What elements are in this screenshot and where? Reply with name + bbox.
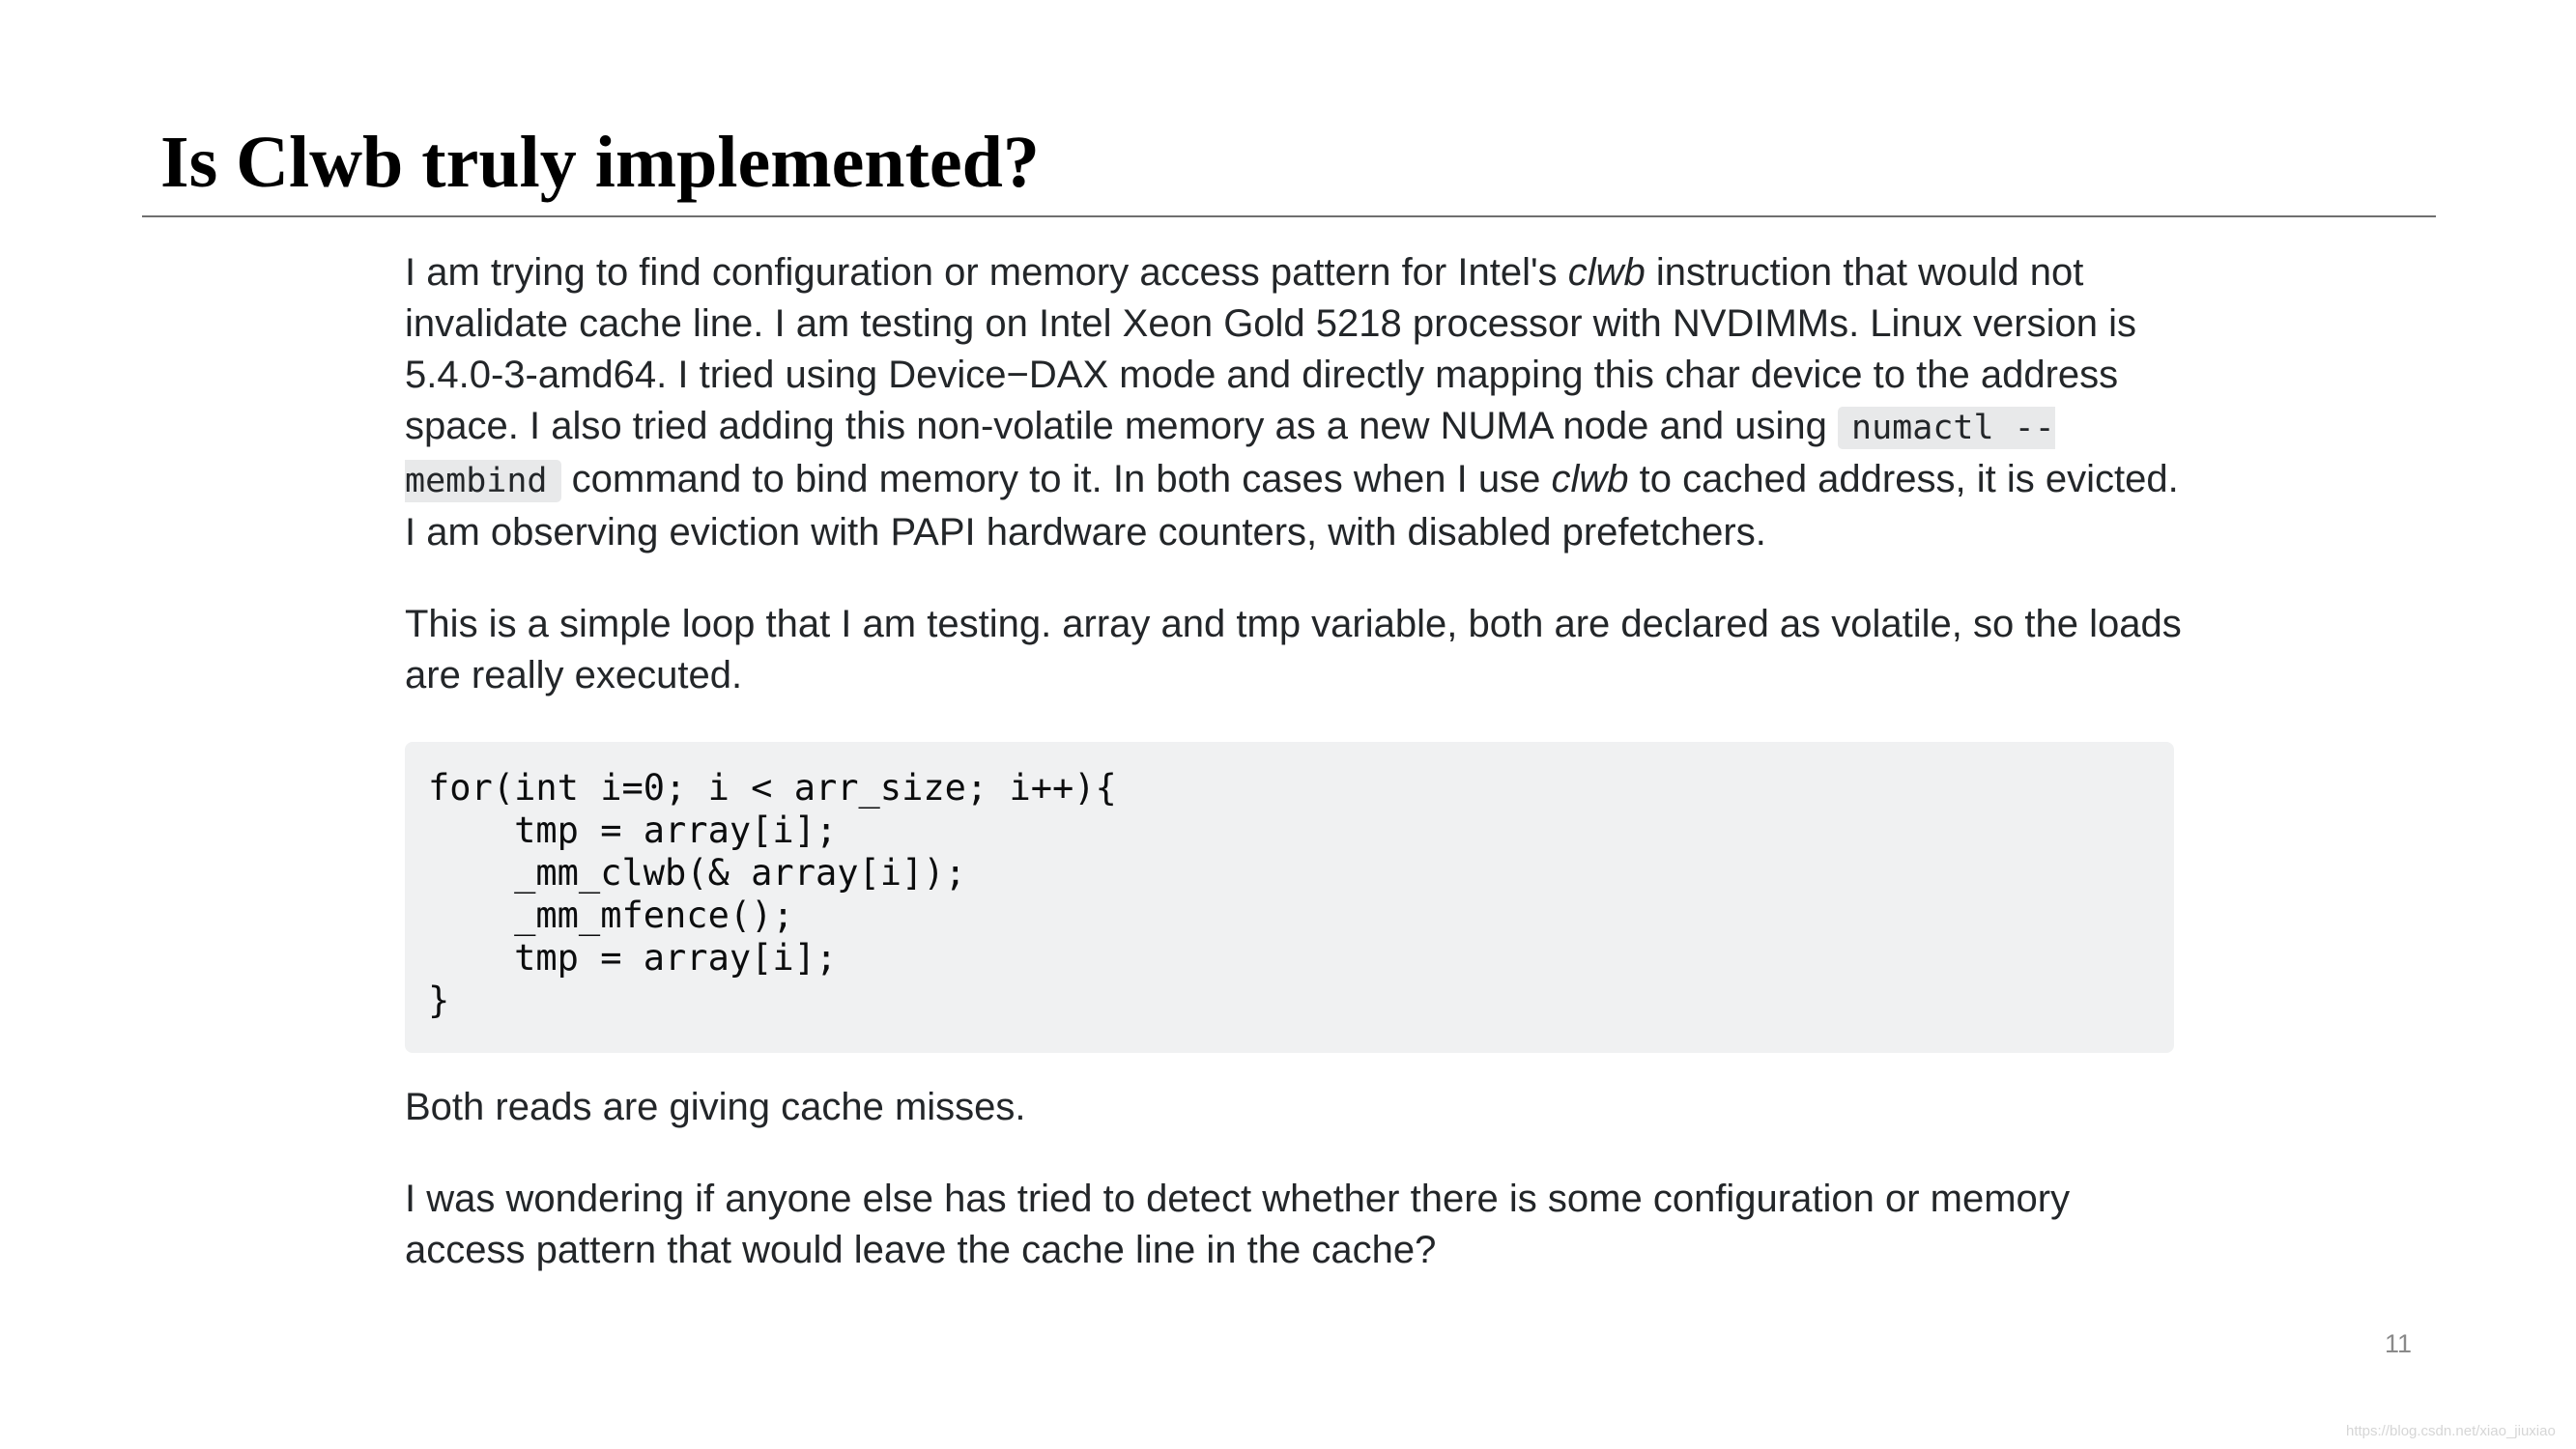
slide-title: Is Clwb truly implemented? [160,122,1040,203]
code-line: tmp = array[i]; [428,810,838,851]
paragraph-text: command to bind memory to it. In both cases when I use [560,458,1552,500]
code-line: for(int i=0; i < arr_size; i++){ [428,767,1117,809]
instruction-name: clwb [1551,458,1629,500]
code-line: _mm_clwb(& array[i]); [428,852,966,894]
code-line: _mm_mfence(); [428,895,794,936]
question-paragraph-3: Both reads are giving cache misses. [405,1086,1026,1128]
question-paragraph-2: This is a simple loop that I am testing. array and tmp variable, both are declared as volatile, so the loads are really executed. [405,603,2182,696]
question-body [405,247,2183,1276]
question-paragraph-4: I was wondering if anyone else has tried to detect whether there is some configuration or memory access pattern that would leave the cache line in the cache? [405,1178,2071,1271]
inline-code: numactl --membind [405,409,2055,500]
code-block [405,742,2174,1053]
paragraph-text: to cached address, it is evicted. I am observing eviction with PAPI hardware counters, with disabled prefetchers. [405,458,2179,554]
page-number: 11 [2385,1329,2413,1358]
code-line: tmp = array[i]; [428,937,838,979]
question-paragraph-1 [405,247,2183,558]
paragraph-text: instruction that would not invalidate cache line. I am testing on Intel Xeon Gold 5218 processor with NVDIMMs. Linux version is 5.4.0-3-amd64. I tried using Device−DAX mode and directly mapping this char device to the address space. I also tried adding this non-volatile memory as a new NUMA node and using [405,251,2136,447]
paragraph-text: I am trying to find configuration or memory access pattern for Intel's [405,251,1568,294]
title-divider [142,215,2436,217]
watermark: https://blog.csdn.net/xiao_jiuxiao [2346,1423,2556,1439]
instruction-name: clwb [1567,251,1646,294]
code-line: } [428,980,450,1021]
